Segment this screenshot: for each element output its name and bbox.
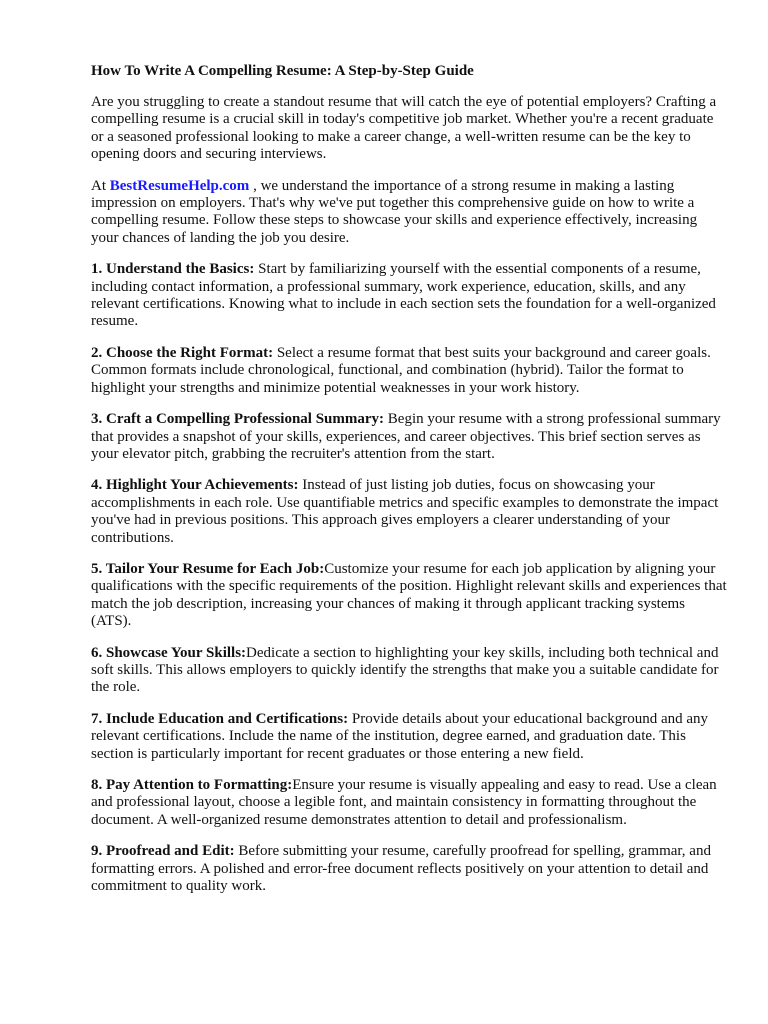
- company-link[interactable]: BestResumeHelp.com: [109, 177, 250, 194]
- step-paragraph: [91, 843, 728, 895]
- step-heading: 8. Pay Attention to Formatting:: [91, 777, 293, 793]
- step-heading: 5. Tailor Your Resume for Each Job:: [91, 560, 325, 577]
- step-text: Customize your resume for each job application by aligning your qualifications with the specific requirements of the position. Highlight relevant skills and experiences that match the job description, increasing your chances of making it through applicant tracking systems (ATS).: [91, 560, 727, 630]
- company-paragraph-prefix: At: [91, 177, 110, 194]
- step-heading: 7. Include Education and Certifications:: [91, 710, 349, 727]
- step-paragraph: [91, 645, 728, 697]
- step-paragraph: [91, 777, 728, 829]
- step-text: Provide details about your educational background and any relevant certifications. Include the name of the institution, degree earned, and graduation date. This section is particularly important for recent graduates or those entering a new field.: [91, 710, 709, 762]
- step-text: Begin your resume with a strong professional summary that provides a snapshot of your skills, experiences, and career objectives. This brief section serves as your elevator pitch, grabbing the recruiter's attention from the start.: [91, 411, 721, 462]
- step-paragraph: [91, 345, 728, 397]
- step-heading: 2. Choose the Right Format:: [91, 344, 274, 361]
- intro-paragraph: Are you struggling to create a standout resume that will catch the eye of potential employers? Crafting a compelling resume is a crucial skill in today's competitive job market. Whether you're a recent graduate or a seasoned professional looking to make a career change, a well-written resume can be the key to opening doors and securing interviews.: [91, 94, 717, 163]
- step-heading: 4. Highlight Your Achievements:: [91, 477, 299, 494]
- step-heading: 3. Craft a Compelling Professional Summary:: [91, 411, 385, 428]
- step-heading: 9. Proofread and Edit:: [91, 843, 235, 860]
- step-text: Start by familiarizing yourself with the essential components of a resume, including contact information, a professional summary, work experience, education, skills, and any relevant certifications. Knowing what to include in each section sets the foundation for a well-organized resume.: [91, 261, 716, 330]
- document-title: How To Write A Compelling Resume: A Step-by-Step Guide: [91, 63, 474, 79]
- step-text: Instead of just listing job duties, focus on showcasing your accomplishments in each role. Use quantifiable metrics and specific examples to demonstrate the impact you've had in previous positions. This approach gives employers a clearer understanding of your contributions.: [91, 477, 719, 546]
- step-paragraph: [91, 411, 728, 463]
- company-paragraph: [91, 178, 728, 248]
- step-text: Dedicate a section to highlighting your key skills, including both technical and soft skills. This allows employers to quickly identify the strengths that make you a suitable candidate for the role.: [91, 644, 719, 696]
- step-heading: 1. Understand the Basics:: [91, 261, 255, 278]
- step-text: Ensure your resume is visually appealing and easy to read. Use a clean and professional layout, choose a legible font, and maintain consistency in formatting throughout the document. A well-organized resume demonstrates attention to detail and professionalism.: [91, 777, 717, 828]
- step-heading: 6. Showcase Your Skills:: [91, 644, 247, 661]
- step-paragraph: [91, 477, 728, 547]
- step-paragraph: [91, 561, 728, 631]
- company-paragraph-body: , we understand the importance of a strong resume in making a lasting impression on employers. That's why we've put together this comprehensive guide on how to write a compelling resume. Follow these steps to showcase your skills and experience effectively, increasing your chances of landing the job you desire.: [91, 177, 698, 246]
- step-paragraph: [91, 261, 728, 331]
- step-text: Before submitting your resume, carefully proofread for spelling, grammar, and formatting errors. A polished and error-free document reflects positively on your attention to detail and commitment to quality work.: [91, 843, 711, 895]
- step-text: Select a resume format that best suits your background and career goals. Common formats include chronological, functional, and combination (hybrid). Tailor the format to highlight your strengths and minimize potential weaknesses in your work history.: [91, 344, 711, 396]
- step-paragraph: [91, 711, 728, 763]
